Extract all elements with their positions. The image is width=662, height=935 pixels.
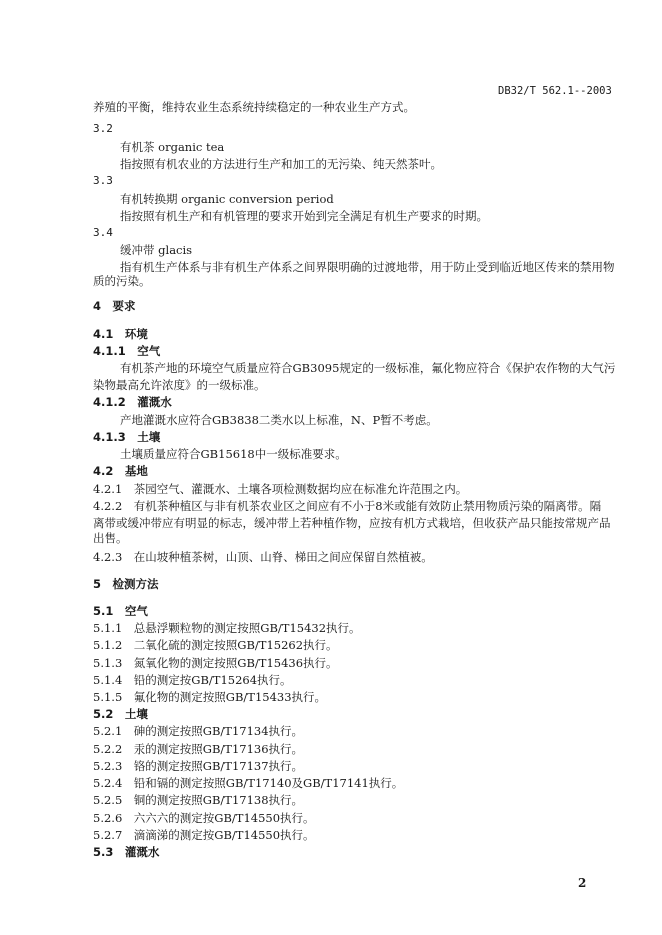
text-line: 染物最高允许浓度》的一级标准。 [93, 378, 266, 392]
text-line: 5.2.2 汞的测定按照GB/T17136执行。 [93, 742, 304, 756]
document-code: DB32/T 562.1--2003 [498, 85, 612, 97]
text-line: 3.3 [93, 174, 113, 187]
text-line: 质的污染。 [93, 274, 151, 288]
text-line: 4.2.3 在山坡种植茶树，山顶、山脊、梯田之间应保留自然植被。 [93, 550, 433, 564]
section-heading: 4.1.2 灌溉水 [93, 395, 172, 409]
text-line: 3.2 [93, 122, 113, 135]
text-line: 5.2.5 铜的测定按照GB/T17138执行。 [93, 793, 304, 807]
text-line: 指按照有机生产和有机管理的要求开始到完全满足有机生产要求的时期。 [120, 209, 488, 223]
text-line: 5.2.6 六六六的测定按GB/T14550执行。 [93, 811, 315, 825]
text-line: 5.1.2 二氧化硫的测定按照GB/T15262执行。 [93, 638, 338, 652]
section-heading: 5 检测方法 [93, 577, 159, 591]
text-line: 离带或缓冲带应有明显的标志，缓冲带上若种植作物，应按有机方式栽培，但收获产品只能按常规产品 [93, 516, 611, 530]
section-heading: 4.1.3 土壤 [93, 430, 161, 444]
section-heading: 5.2 土壤 [93, 707, 148, 721]
section-heading: 5.1 空气 [93, 604, 148, 618]
section-heading: 4 要求 [93, 299, 136, 313]
text-line: 3.4 [93, 226, 113, 239]
text-line: 5.2.7 滴滴涕的测定按GB/T14550执行。 [93, 828, 315, 842]
text-line: 指有机生产体系与非有机生产体系之间界限明确的过渡地带，用于防止受到临近地区传来的禁用物 [120, 260, 615, 274]
text-line: 有机茶产地的环境空气质量应符合GB3095规定的一级标准，氟化物应符合《保护农作物的大气污 [120, 361, 616, 375]
text-line: 出售。 [93, 531, 128, 545]
text-line: 5.2.3 铬的测定按照GB/T17137执行。 [93, 759, 304, 773]
text-line: 5.2.1 砷的测定按照GB/T17134执行。 [93, 724, 304, 738]
text-line: 5.1.4 铅的测定按GB/T15264执行。 [93, 673, 292, 687]
section-heading: 4.1 环境 [93, 327, 148, 341]
section-heading: 5.3 灌溉水 [93, 845, 160, 859]
text-line: 养殖的平衡，维持农业生态系统持续稳定的一种农业生产方式。 [93, 100, 415, 114]
text-line: 有机转换期 organic conversion period [120, 192, 334, 206]
text-line: 5.1.5 氟化物的测定按照GB/T15433执行。 [93, 690, 327, 704]
page-number: 2 [578, 876, 587, 890]
section-heading: 4.2 基地 [93, 464, 148, 478]
text-line: 5.2.4 铅和镉的测定按照GB/T17140及GB/T17141执行。 [93, 776, 404, 790]
text-line: 5.1.1 总悬浮颗粒物的测定按照GB/T15432执行。 [93, 621, 361, 635]
text-line: 4.2.1 茶园空气、灌溉水、土壤各项检测数据均应在标准允许范围之内。 [93, 482, 468, 496]
text-line: 指按照有机农业的方法进行生产和加工的无污染、纯天然茶叶。 [120, 157, 442, 171]
text-line: 土壤质量应符合GB15618中一级标准要求。 [120, 447, 347, 461]
text-line: 产地灌溉水应符合GB3838二类水以上标准，N、P暂不考虑。 [120, 413, 438, 427]
text-line: 缓冲带 glacis [120, 243, 193, 257]
text-line: 4.2.2 有机茶种植区与非有机茶农业区之间应有不小于8米或能有效防止禁用物质污染的隔离带。隔 [93, 499, 602, 513]
section-heading: 4.1.1 空气 [93, 344, 161, 358]
text-line: 5.1.3 氮氧化物的测定按照GB/T15436执行。 [93, 656, 338, 670]
text-line: 有机茶 organic tea [120, 140, 225, 154]
